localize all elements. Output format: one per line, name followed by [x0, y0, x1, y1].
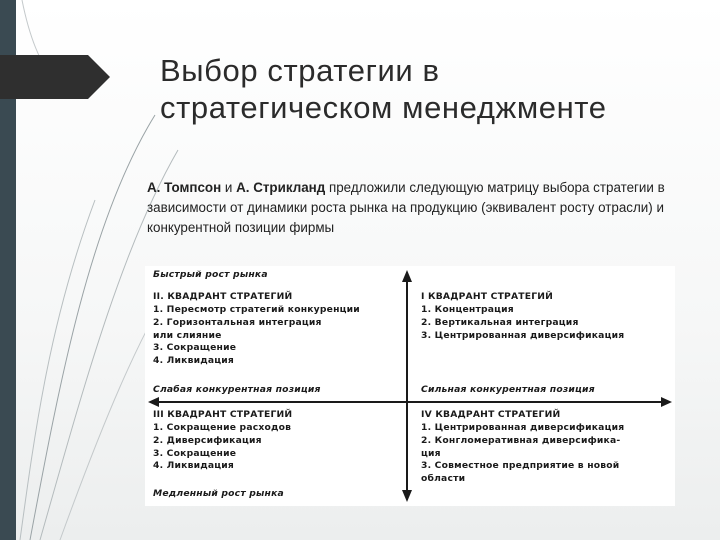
quadrant-2-item: 1. Пересмотр стратегий конкуренции [153, 304, 360, 315]
quadrant-4-item: 3. Совместное предприятие в новой [421, 460, 620, 472]
quadrant-1-item: 1. Концентрация [421, 304, 514, 315]
strategy-matrix [145, 266, 675, 506]
intro-paragraph [147, 178, 675, 238]
axis-label-strong-position: Сильная конкурентная позиция [421, 384, 595, 395]
quadrant-1-title: I КВАДРАНТ СТРАТЕГИЙ [421, 291, 554, 302]
quadrant-3-item: 3. Сокращение [153, 447, 237, 459]
quadrant-1-item: 3. Центрированная диверсификация [421, 329, 625, 341]
axis-label-slow-growth: Медленный рост рынка [153, 488, 284, 499]
intro-text: предложили следующую матрицу выбора стратегии в зависимости от динамики роста рынка на продукцию (эквивалент росту отрасли) и конкурентной позиции фирмы [147, 180, 665, 235]
quadrant-1-list [421, 304, 624, 342]
quadrant-1-item: 2. Вертикальная интеграция [421, 316, 579, 328]
quadrant-3-list [153, 422, 291, 473]
quadrant-2-item: 3. Сокращение [153, 342, 237, 354]
quadrant-4-item: области [421, 473, 466, 485]
title-tab-arrow [0, 55, 110, 99]
quadrant-4-item: 1. Центрированная диверсификация [421, 422, 625, 433]
quadrant-3-title: III КВАДРАНТ СТРАТЕГИЙ [153, 409, 293, 420]
author-thompson: А. Томпсон [147, 180, 222, 195]
quadrant-2-title: II. КВАДРАНТ СТРАТЕГИЙ [153, 291, 293, 302]
intro-conjunction: и [221, 180, 237, 195]
quadrant-2-item: или слияние [153, 329, 222, 341]
quadrant-2-item: 4. Ликвидация [153, 355, 235, 367]
slide-title-line-2: стратегическом менеджменте [160, 90, 607, 125]
quadrant-2-item: 2. Горизонтальная интеграция [153, 316, 322, 328]
quadrant-4-title: IV КВАДРАНТ СТРАТЕГИЙ [421, 409, 561, 420]
axis-label-fast-growth: Быстрый рост рынка [153, 269, 268, 280]
author-strickland: А. Стрикланд [236, 180, 326, 195]
quadrant-3-item: 2. Диверсификация [153, 434, 262, 446]
slide-title-line-1: Выбор стратегии в [160, 53, 440, 88]
axis-label-weak-position: Слабая конкурентная позиция [153, 384, 321, 395]
quadrant-4-item: ция [421, 447, 441, 459]
quadrant-4-item: 2. Конгломеративная диверсифика- [421, 434, 621, 446]
quadrant-3-item: 4. Ликвидация [153, 460, 235, 472]
quadrant-4-list [421, 422, 624, 486]
quadrant-3-item: 1. Сокращение расходов [153, 422, 292, 433]
slide-title [160, 52, 700, 126]
quadrant-2-list [153, 304, 360, 368]
